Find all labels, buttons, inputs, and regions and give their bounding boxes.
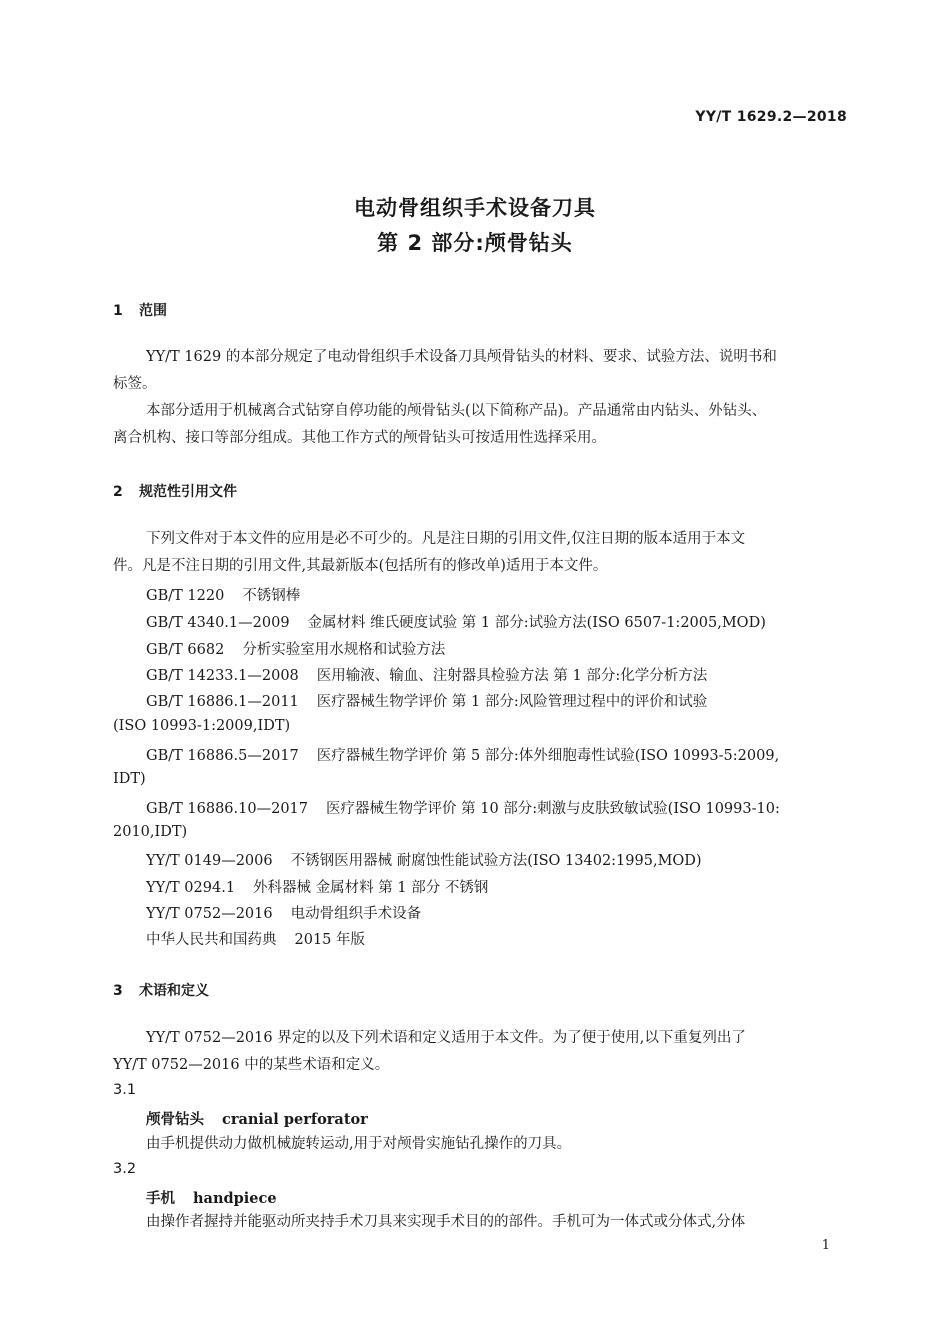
section-1-para1-line2: 标签。 <box>113 376 157 392</box>
section-1-heading <box>113 300 167 320</box>
reference-code: YY/T 0149—2006 <box>146 853 273 869</box>
section-2-intro-line2: 件。凡是不注日期的引用文件,其最新版本(包括所有的修改单)适用于本文件。 <box>113 558 608 574</box>
reference-code: GB/T 16886.5—2017 <box>146 748 299 764</box>
reference-text: 2015 年版 <box>294 932 366 948</box>
reference-continuation: (ISO 10993-1:2009,IDT) <box>113 718 291 734</box>
reference-item <box>146 611 766 632</box>
term-en: cranial perforator <box>222 1111 368 1128</box>
section-3-heading <box>113 980 209 1000</box>
term-definition: 由手机提供动力做机械旋转运动,用于对颅骨实施钻孔操作的刀具。 <box>146 1136 572 1152</box>
reference-text: 不锈钢医用器械 耐腐蚀性能试验方法(ISO 13402:1995,MOD) <box>290 853 702 869</box>
section-2-title: 规范性引用文件 <box>139 484 237 500</box>
term-name <box>146 1187 277 1208</box>
reference-code: GB/T 6682 <box>146 642 225 658</box>
term-name <box>146 1108 368 1129</box>
reference-item <box>146 902 421 923</box>
reference-code: GB/T 16886.1—2011 <box>146 694 299 710</box>
reference-code: GB/T 1220 <box>146 588 225 604</box>
term-definition: 由操作者握持并能驱动所夹持手术刀具来实现手术目的的部件。手机可为一体式或分体式,分体 <box>146 1214 746 1230</box>
reference-item <box>146 876 488 897</box>
reference-item <box>146 664 707 685</box>
reference-code: YY/T 0752—2016 <box>146 906 273 922</box>
reference-item <box>146 584 300 605</box>
reference-code: GB/T 14233.1—2008 <box>146 668 299 684</box>
reference-item <box>146 690 707 711</box>
section-1-title: 范围 <box>139 303 167 319</box>
section-1-number: 1 <box>113 303 123 319</box>
section-3-number: 3 <box>113 983 123 999</box>
section-3-intro-line1: YY/T 0752—2016 界定的以及下列术语和定义适用于本文件。为了便于使用,以下重复列出了 <box>146 1030 746 1046</box>
reference-text: 医疗器械生物学评价 第 10 部分:刺激与皮肤致敏试验(ISO 10993-10: <box>326 801 780 817</box>
term-en: handpiece <box>193 1190 277 1207</box>
reference-text: 不锈钢棒 <box>242 588 301 604</box>
section-2-heading <box>113 481 237 501</box>
section-3-intro-line2: YY/T 0752—2016 中的某些术语和定义。 <box>113 1057 390 1073</box>
reference-text: 医疗器械生物学评价 第 5 部分:体外细胞毒性试验(ISO 10993-5:2009, <box>316 748 780 764</box>
section-3-title: 术语和定义 <box>139 983 209 999</box>
document-title-line1: 电动骨组织手术设备刀具 <box>354 196 596 220</box>
term-number: 3.2 <box>113 1161 137 1177</box>
reference-text: 金属材料 维氏硬度试验 第 1 部分:试验方法(ISO 6507-1:2005,MOD) <box>307 615 766 631</box>
reference-continuation: 2010,IDT) <box>113 824 188 840</box>
reference-text: 外科器械 金属材料 第 1 部分 不锈钢 <box>253 880 489 896</box>
reference-code: GB/T 4340.1—2009 <box>146 615 290 631</box>
reference-code: YY/T 0294.1 <box>146 880 236 896</box>
section-1-para2-line2: 离合机构、接口等部分组成。其他工作方式的颅骨钻头可按适用性选择采用。 <box>113 430 606 446</box>
reference-item <box>146 744 779 765</box>
section-2-number: 2 <box>113 484 123 500</box>
reference-text: 医疗器械生物学评价 第 1 部分:风险管理过程中的评价和试验 <box>316 694 708 710</box>
document-title-line2: 第 2 部分:颅骨钻头 <box>377 231 573 255</box>
reference-continuation: IDT) <box>113 771 146 787</box>
section-1-para1-line1: YY/T 1629 的本部分规定了电动骨组织手术设备刀具颅骨钻头的材料、要求、试验方法、说明书和 <box>146 349 777 365</box>
section-2-intro-line1: 下列文件对于本文件的应用是必不可少的。凡是注日期的引用文件,仅注日期的版本适用于本文 <box>146 531 746 547</box>
reference-item <box>146 638 445 659</box>
reference-item <box>146 928 365 949</box>
reference-item <box>146 797 780 818</box>
reference-code: GB/T 16886.10—2017 <box>146 801 308 817</box>
term-zh: 手机 <box>146 1191 175 1207</box>
standard-code: YY/T 1629.2—2018 <box>695 109 847 125</box>
reference-text: 分析实验室用水规格和试验方法 <box>242 642 446 658</box>
reference-item <box>146 849 702 870</box>
section-1-para2-line1: 本部分适用于机械离合式钻穿自停功能的颅骨钻头(以下简称产品)。产品通常由内钻头、外钻头、 <box>146 403 767 419</box>
reference-code: 中华人民共和国药典 <box>146 932 277 948</box>
term-number: 3.1 <box>113 1082 137 1098</box>
reference-text: 医用输液、输血、注射器具检验方法 第 1 部分:化学分析方法 <box>316 668 708 684</box>
term-zh: 颅骨钻头 <box>146 1112 204 1128</box>
reference-text: 电动骨组织手术设备 <box>290 906 422 922</box>
page-number: 1 <box>821 1238 830 1253</box>
